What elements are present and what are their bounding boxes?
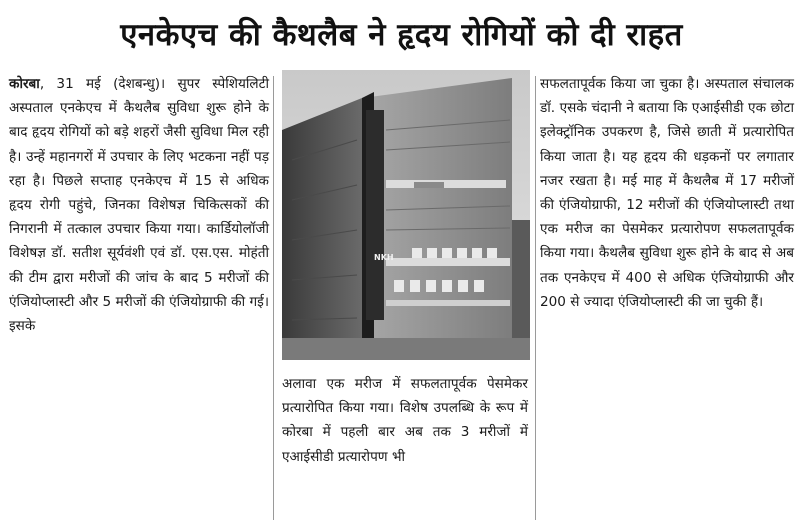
dateline-rest: , 31 मई (देशबन्धु)। bbox=[39, 76, 166, 92]
article-column-3 bbox=[540, 72, 794, 520]
dateline-place: कोरबा bbox=[9, 76, 40, 92]
column-divider bbox=[535, 76, 536, 520]
column2-body: अलावा एक मरीज में सफलतापूर्वक पेसमेकर प्रत्यारोपित किया गया। विशेष उपलब्धि के रूप में कोरबा में पहली बार अब तक 3 मरीजों में एआईसीडी प्रत्यारोपण भी bbox=[282, 376, 528, 465]
column1-body: सुपर स्पेशियलिटी अस्पताल एनकेएच में कैथलैब सुविधा शुरू होने के बाद हृदय रोगियों को बड़े शहरों जैसी सुविधा मिल रही है। उन्हें महानगरों में उपचार के लिए भटकना नहीं पड़ रहा है। पिछले सप्ताह एनकेएच में 15 से अधिक हृदय रोगी पहुंचे, जिनका विशेषज्ञ चिकित्सकों की निगरानी में तत्काल उपचार किया गया। कार्डियोलॉजी विशेषज्ञ डॉ. सतीश सूर्यवंशी एवं डॉ. एस.एस. मोहंती की टीम द्वारा मरीजों की जांच के बाद 5 मरीजों की एंजियोप्लास्टी और 5 मरीजों की एंजियोग्राफी की गई। इसके bbox=[9, 76, 269, 335]
article-column-2 bbox=[282, 372, 528, 522]
headline: एनकेएच की कैथलैब ने हृदय रोगियों को दी राहत bbox=[120, 17, 683, 53]
hospital-building-photo bbox=[282, 70, 530, 360]
building-sign: NKH bbox=[374, 253, 394, 262]
column-divider bbox=[273, 76, 274, 520]
column3-body: सफलतापूर्वक किया जा चुका है। अस्पताल संचालक डॉ. एसके चंदानी ने बताया कि एआईसीडी एक छोटा इलेक्ट्रॉनिक उपकरण है, जिसे छाती में प्रत्यारोपित किया जाता है। यह हृदय की धड़कनों पर लगातार नजर रखता है। मई माह में कैथलैब में 17 मरीजों की एंजियोग्राफी, 12 मरीजों की एंजियोप्लास्टी तथा एक मरीज का पेसमेकर प्रत्यारोपण सफलतापूर्वक किया गया। कैथलैब सुविधा शुरू होने के बाद से अब तक एनकेएच में 400 से अधिक एंजियोग्राफी और 200 से ज्यादा एंजियोप्लास्टी की जा चुकी हैं। bbox=[540, 76, 794, 310]
article-column-1 bbox=[9, 72, 269, 520]
